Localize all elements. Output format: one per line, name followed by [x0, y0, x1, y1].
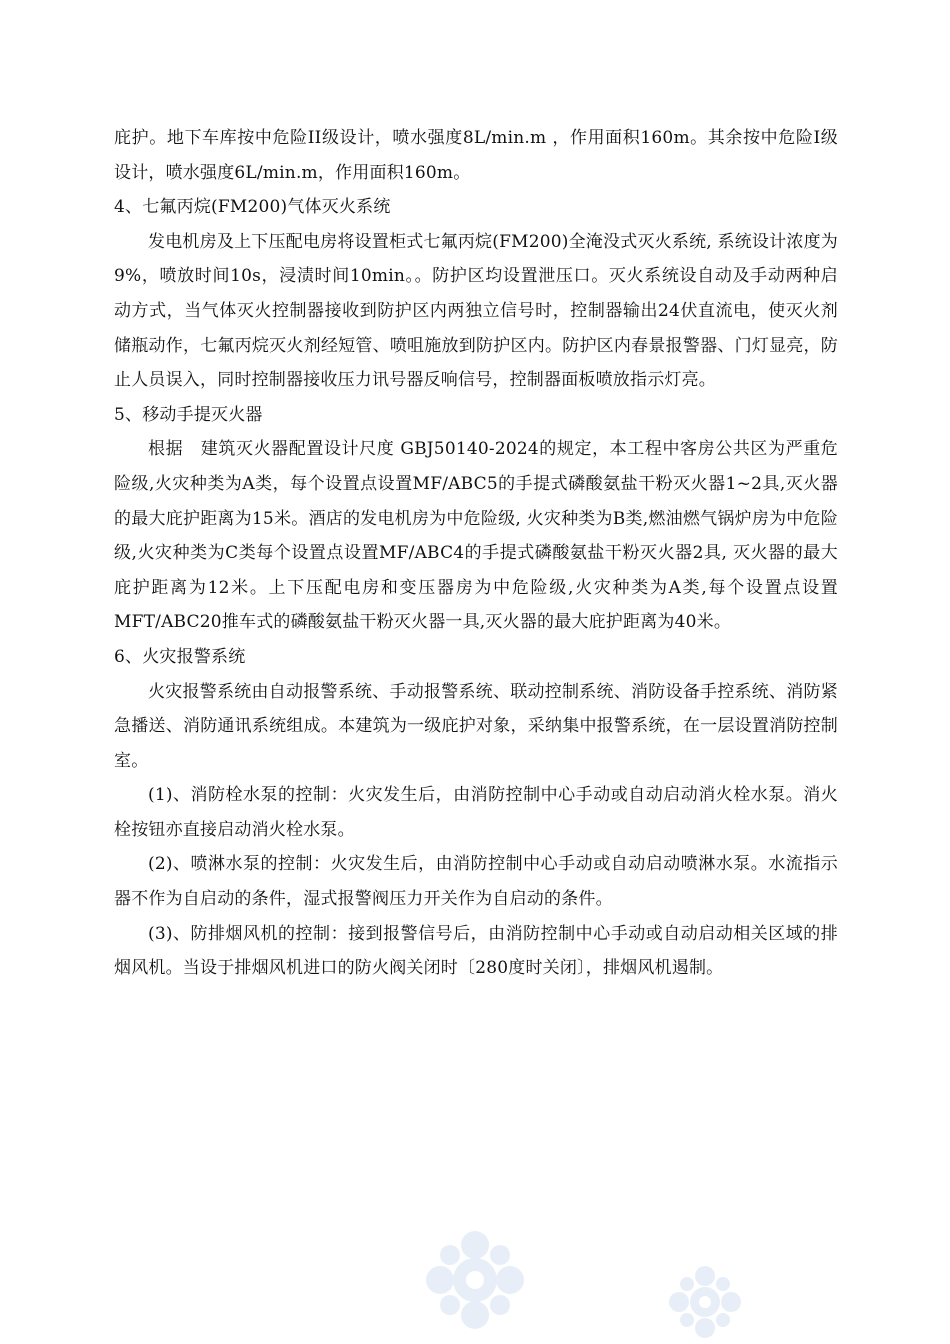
paragraph-smoke-fan: (3)、防排烟风机的控制：接到报警信号后，由消防控制中心手动或自动启动相关区域的排烟风机。当设于排烟风机进口的防火阀关闭时〔280度时关闭〕，排烟风机遏制。 — [114, 923, 838, 979]
paragraph-hydrant-pump: (1)、消防栓水泵的控制：火灾发生后，由消防控制中心手动或自动启动消火栓水泵。消火栓按钮亦直接启动消火栓水泵。 — [114, 785, 838, 840]
paragraph-sprinkler-pump: (2)、喷淋水泵的控制：火灾发生后，由消防控制中心手动或自动启动喷淋水泵。水流指示器不作为自启动的条件，湿式报警阀压力开关作为自启动的条件。 — [114, 854, 838, 910]
paragraph-fm200: 发电机房及上下压配电房将设置柜式七氟丙烷(FM200)全淹没式灭火系统, 系统设计浓度为9%，喷放时间10s，浸渍时间10min。。防护区均设置泄压口。灭火系统设自动及手动两种启动方式，当气体灭火控制器接收到防护区内两独立信号时，控制器输出24伏直流电，使灭火剂储瓶动作，七氟丙烷灭火剂经短管、喷咀施放到防护区内。防护区内春景报警器、门灯显亮，防止人员误入，同时控制器接收压力讯号器反响信号，控制器面板喷放指示灯亮。 — [114, 231, 838, 391]
paragraph-extinguisher: 根据 建筑灭火器配置设计尺度 GBJ50140-2024的规定，本工程中客房公共区为严重危险级,火灾种类为A类，每个设置点设置MF/ABC5的手提式磷酸氨盐干粉灭火器1~2具,灭火器的最大庇护距离为15米。酒店的发电机房为中危险级, 火灾种类为B类,燃油燃气锅炉房为中危险级,火灾种类为C类每个设置点设置MF/ABC4的手提式磷酸氨盐干粉灭火器2具, 灭火器的最大庇护距离为12米。上下压配电房和变压器房为中危险级,火灾种类为A类,每个设置点设置MFT/ABC20推车式的磷酸氨盐干粉灭火器一具,灭火器的最大庇护距离为40米。 — [114, 439, 838, 633]
heading-fm200: 4、七氟丙烷(FM200)气体灭火系统 — [114, 197, 391, 218]
watermark-ornament-icon — [415, 1225, 535, 1335]
paragraph-sprinkler-cont: 庇护。地下车库按中危险II级设计，喷水强度8L/min.m ，作用面积160m。其余按中危险Ⅰ级设计，喷水强度6L/min.m，作用面积160m。 — [114, 128, 838, 183]
watermark-ornament-icon — [665, 1262, 745, 1342]
document-body — [114, 121, 838, 986]
heading-fire-alarm: 6、火灾报警系统 — [114, 646, 246, 667]
heading-extinguisher: 5、移动手提灭火器 — [114, 404, 263, 425]
paragraph-fire-alarm: 火灾报警系统由自动报警系统、手动报警系统、联动控制系统、消防设备手控系统、消防紧急播送、消防通讯系统组成。本建筑为一级庇护对象，采纳集中报警系统，在一层设置消防控制室。 — [114, 681, 838, 771]
